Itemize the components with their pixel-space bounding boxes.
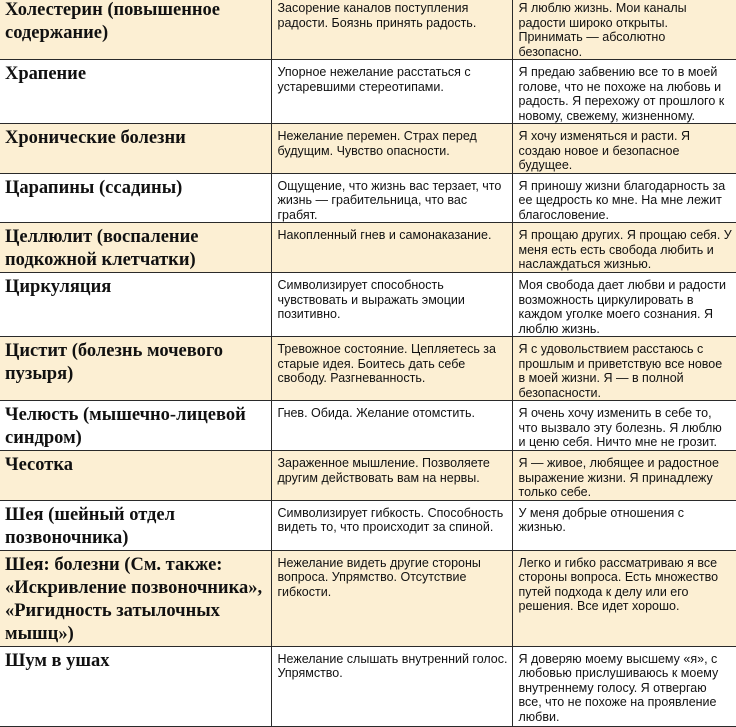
disease-affirmation: Легко и гибко рассматриваю я все стороны вопроса. Есть множество путей подхода к делу или его решения. Все идет хорошо. xyxy=(512,550,736,646)
disease-cause: Символизирует гибкость. Способность видеть то, что происходит за спиной. xyxy=(271,500,512,550)
disease-name: Циркуляция xyxy=(0,273,271,337)
disease-affirmation: Я прощаю других. Я прощаю себя. У меня есть есть свобода любить и наслаждаться жизнью. xyxy=(512,223,736,273)
table-row xyxy=(0,60,736,124)
disease-affirmation: Моя свобода дает любви и радости возможность циркулировать в каждом уголке моего сознания. Я люблю жизнь. xyxy=(512,273,736,337)
disease-name: Шея (шейный отдел позвоночника) xyxy=(0,500,271,550)
disease-name: Целлюлит (воспаление подкожной клетчатки) xyxy=(0,223,271,273)
table-row xyxy=(0,401,736,451)
disease-cause: Засорение каналов поступления радости. Боязнь принять радость. xyxy=(271,0,512,60)
disease-cause: Зараженное мышление. Позволяете другим действовать вам на нервы. xyxy=(271,451,512,501)
disease-affirmation: Я — живое, любящее и радостное выражение жизни. Я принадлежу только себе. xyxy=(512,451,736,501)
disease-cause: Нежелание видеть другие стороны вопроса. Упрямство. Отсутствие гибкости. xyxy=(271,550,512,646)
table-row xyxy=(0,0,736,60)
disease-name: Царапины (ссадины) xyxy=(0,173,271,223)
table-row xyxy=(0,173,736,223)
disease-name: Холестерин (повышенное содержание) xyxy=(0,0,271,60)
disease-cause: Тревожное состояние. Цепляетесь за старые идея. Боитесь дать себе свободу. Разгневанность. xyxy=(271,337,512,401)
disease-name: Челюсть (мышечно-лицевой синдром) xyxy=(0,401,271,451)
table-row xyxy=(0,223,736,273)
table-row xyxy=(0,337,736,401)
table-row xyxy=(0,646,736,726)
table-row xyxy=(0,273,736,337)
disease-affirmation: Я с удовольствием расстаюсь с прошлым и приветствую все новое в моей жизни. Я — в полной безопасности. xyxy=(512,337,736,401)
disease-name: Чесотка xyxy=(0,451,271,501)
disease-affirmation: У меня добрые отношения с жизнью. xyxy=(512,500,736,550)
table-row xyxy=(0,550,736,646)
disease-cause: Нежелание перемен. Страх перед будущим. Чувство опасности. xyxy=(271,124,512,174)
table-row xyxy=(0,500,736,550)
disease-affirmation: Я приношу жизни благодарность за ее щедрость ко мне. На мне лежит благословение. xyxy=(512,173,736,223)
disease-affirmation: Я доверяю моему высшему «я», с любовью прислушиваюсь к моему внутреннему голосу. Я отвергаю все, что не похоже на проявление любви. xyxy=(512,646,736,726)
disease-affirmation: Я люблю жизнь. Мои каналы радости широко открыты. Принимать — абсолютно безопасно. xyxy=(512,0,736,60)
disease-name: Храпение xyxy=(0,60,271,124)
table-row xyxy=(0,451,736,501)
disease-name: Шум в ушах xyxy=(0,646,271,726)
disease-cause: Гнев. Обида. Желание отомстить. xyxy=(271,401,512,451)
disease-cause: Символизирует способность чувствовать и выражать эмоции позитивно. xyxy=(271,273,512,337)
disease-cause: Накопленный гнев и самонаказание. xyxy=(271,223,512,273)
disease-name: Шея: болезни (См. также: «Искривление позвоночника», «Ригидность затылочных мышц») xyxy=(0,550,271,646)
disease-affirmation: Я очень хочу изменить в себе то, что вызвало эту болезнь. Я люблю и ценю себя. Ничто мне не грозит. xyxy=(512,401,736,451)
disease-affirmation: Я хочу изменяться и расти. Я создаю новое и безопасное будущее. xyxy=(512,124,736,174)
disease-cause: Упорное нежелание расстаться с устаревшими стереотипами. xyxy=(271,60,512,124)
disease-cause: Ощущение, что жизнь вас терзает, что жизнь — грабительница, что вас грабят. xyxy=(271,173,512,223)
table-row xyxy=(0,124,736,174)
disease-cause: Нежелание слышать внутренний голос. Упрямство. xyxy=(271,646,512,726)
disease-name: Хронические болезни xyxy=(0,124,271,174)
disease-affirmation: Я предаю забвению все то в моей голове, что не похоже на любовь и радость. Я перехожу от прошлого к новому, свежему, жизненному. xyxy=(512,60,736,124)
disease-name: Цистит (болезнь мочевого пузыря) xyxy=(0,337,271,401)
